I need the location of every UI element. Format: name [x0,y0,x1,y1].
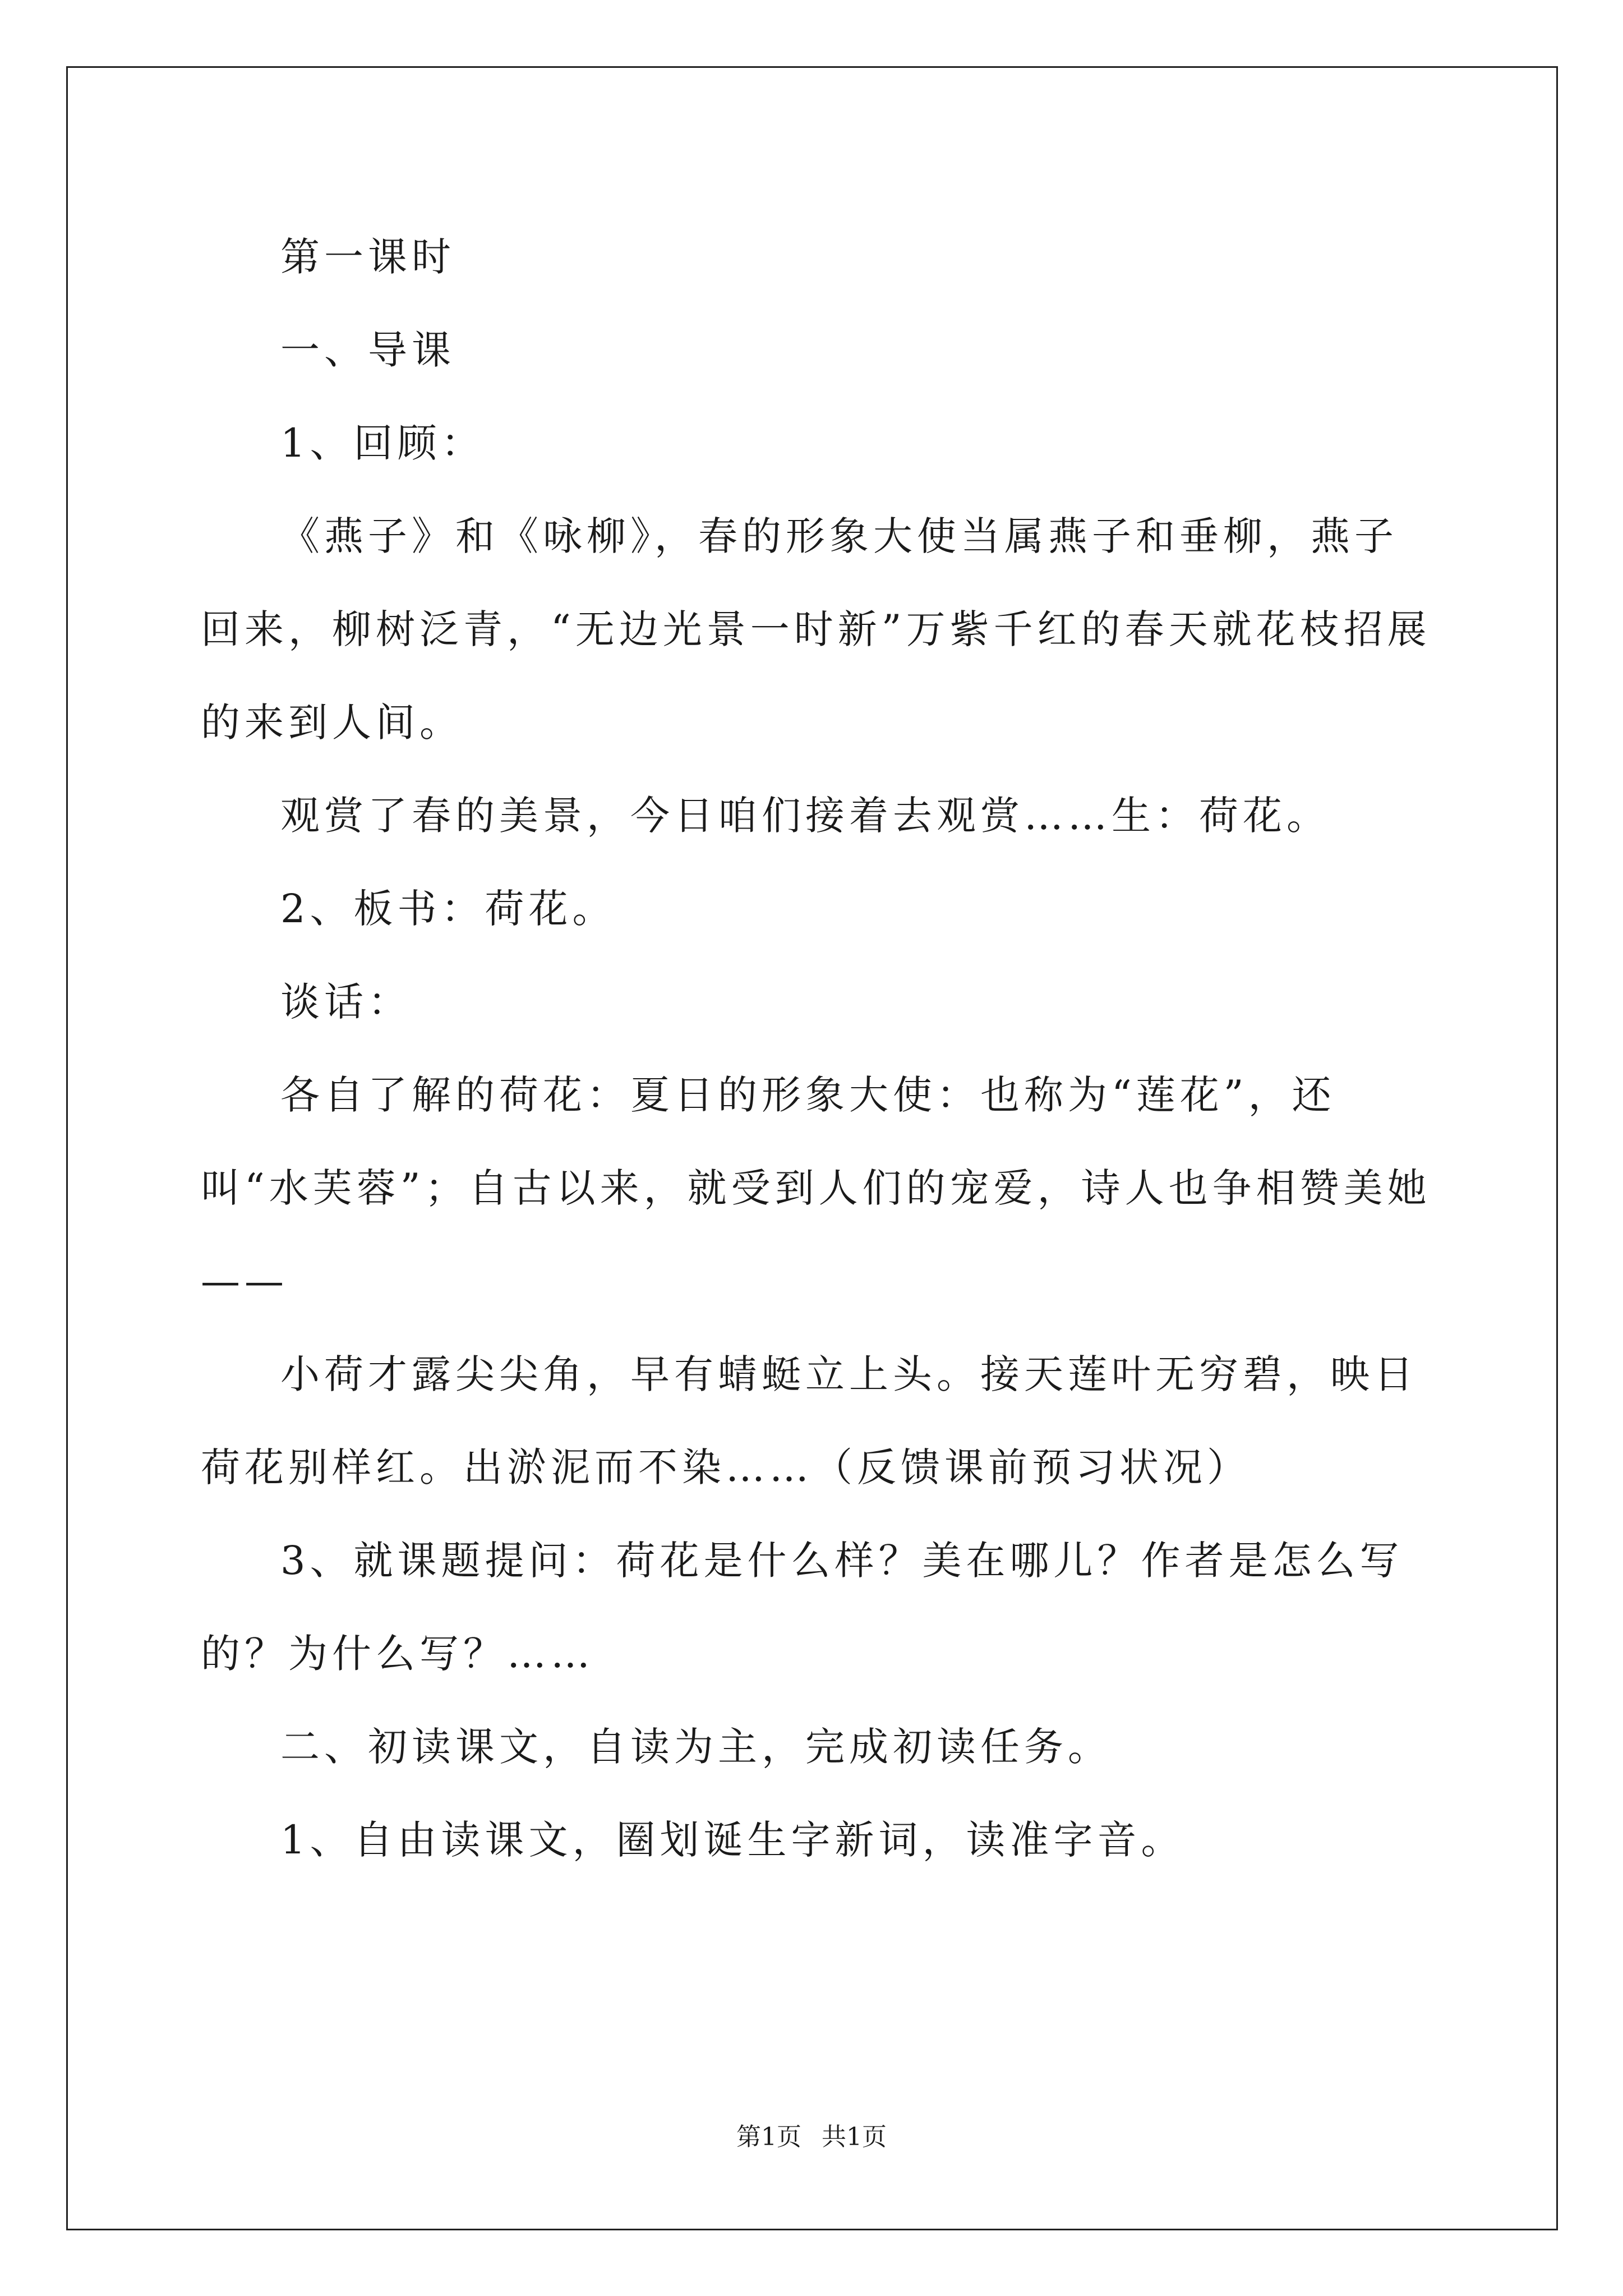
lesson-heading: 第一课时 [280,234,455,280]
document-body [201,210,1435,1887]
paragraph: 小荷才露尖尖角，早有蜻蜓立上头。接天莲叶无穷碧，映日荷花别样红。出淤泥而不染……（反馈课前预习状况） [201,1351,1418,1490]
paragraph: 2、板书：荷花。 [280,886,616,932]
page-footer [0,2120,1623,2154]
paragraph: 3、就课题提问：荷花是什么样？美在哪儿？作者是怎么写的？为什么写？…… [201,1538,1404,1677]
paragraph: 谈话： [280,979,412,1025]
total-pages: 共1页 [822,2123,887,2151]
paragraph: 1、自由读课文，圈划诞生字新词，读准字音。 [280,1817,1185,1863]
paragraph: 各自了解的荷花：夏日的形象大使：也称为“莲花”，还叫“水芙蓉”；自古以来，就受到人们的宠爱，诗人也争相赞美她—— [201,1072,1431,1304]
paragraph: 观赏了春的美景，今日咱们接着去观赏……生：荷花。 [280,793,1330,839]
paragraph: 《燕子》和《咏柳》，春的形象大使当属燕子和垂柳，燕子回来，柳树泛青，“无边光景一时新”万紫千红的春天就花枝招展的来到人间。 [201,513,1431,746]
section-heading: 二、初读课文，自读为主，完成初读任务。 [280,1724,1112,1770]
paragraph: 1、回顾： [280,420,485,466]
current-page-number: 第1页 [736,2123,801,2151]
section-heading: 一、导课 [280,327,455,373]
